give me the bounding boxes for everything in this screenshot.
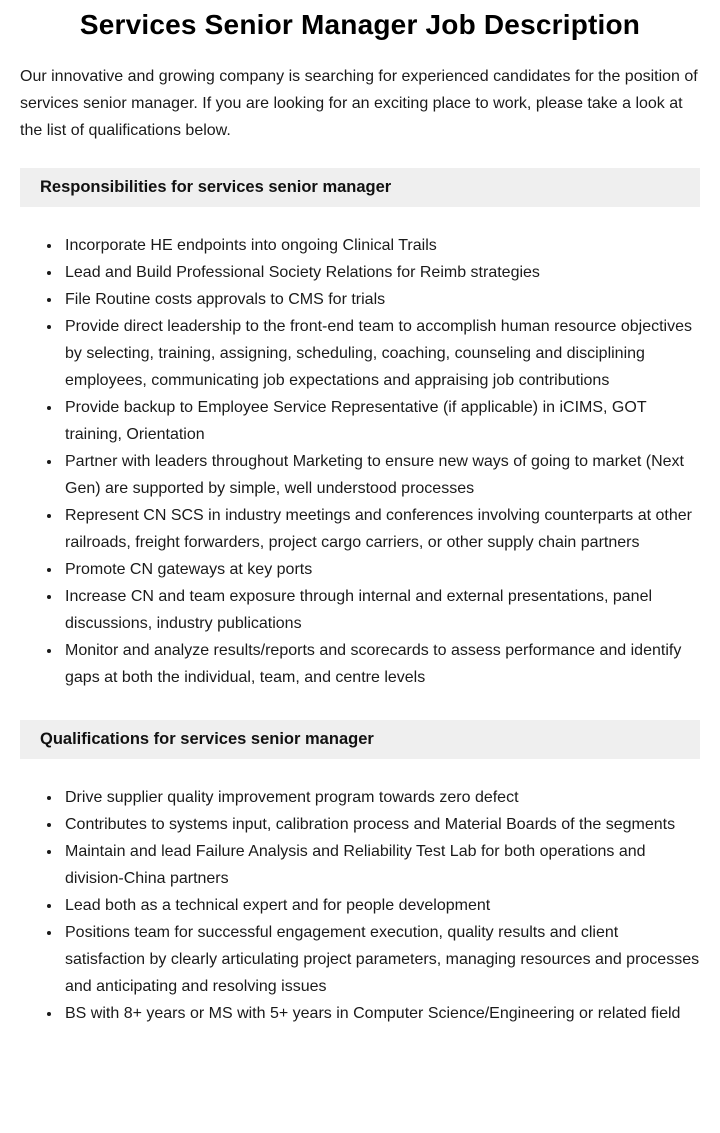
list-item: • Contributes to systems input, calibration process and Material Boards of the segments — [62, 811, 700, 838]
list-item: • Maintain and lead Failure Analysis and Reliability Test Lab for both operations and division-China partners — [62, 838, 700, 892]
list-item: • Lead and Build Professional Society Relations for Reimb strategies — [62, 259, 700, 286]
responsibilities-section-heading: Responsibilities for services senior manager — [20, 168, 700, 207]
list-item: • File Routine costs approvals to CMS for trials — [62, 286, 700, 313]
responsibilities-list — [20, 232, 700, 691]
intro-paragraph: Our innovative and growing company is searching for experienced candidates for the position of services senior manager. If you are looking for an exciting place to work, please take a look at the list of qualifications below. — [20, 68, 698, 139]
page-title: Services Senior Manager Job Description — [79, 9, 641, 40]
qualifications-list — [20, 784, 700, 1027]
list-item: • BS with 8+ years or MS with 5+ years in Computer Science/Engineering or related field — [62, 1000, 700, 1027]
list-item: • Represent CN SCS in industry meetings and conferences involving counterparts at other railroads, freight forwarders, project cargo carriers, or other supply chain partners — [62, 502, 700, 556]
list-item: • Positions team for successful engagement execution, quality results and client satisfaction by clearly articulating project parameters, managing resources and processes and anticipating and resolving issues — [62, 919, 700, 1000]
list-item: • Provide direct leadership to the front-end team to accomplish human resource objectives by selecting, training, assigning, scheduling, coaching, counseling and disciplining employees, communicating job expectations and appraising job contributions — [62, 313, 700, 394]
list-item: • Increase CN and team exposure through internal and external presentations, panel discussions, industry publications — [62, 583, 700, 637]
list-item: • Promote CN gateways at key ports — [62, 556, 700, 583]
list-item: • Partner with leaders throughout Marketing to ensure new ways of going to market (Next Gen) are supported by simple, well understood processes — [62, 448, 700, 502]
list-item: • Incorporate HE endpoints into ongoing Clinical Trails — [62, 232, 700, 259]
list-item: • Provide backup to Employee Service Representative (if applicable) in iCIMS, GOT training, Orientation — [62, 394, 700, 448]
list-item: • Lead both as a technical expert and for people development — [62, 892, 700, 919]
list-item: • Monitor and analyze results/reports and scorecards to assess performance and identify gaps at both the individual, team, and centre levels — [62, 637, 700, 691]
list-item: • Drive supplier quality improvement program towards zero defect — [62, 784, 700, 811]
qualifications-section-heading: Qualifications for services senior manager — [20, 720, 700, 759]
